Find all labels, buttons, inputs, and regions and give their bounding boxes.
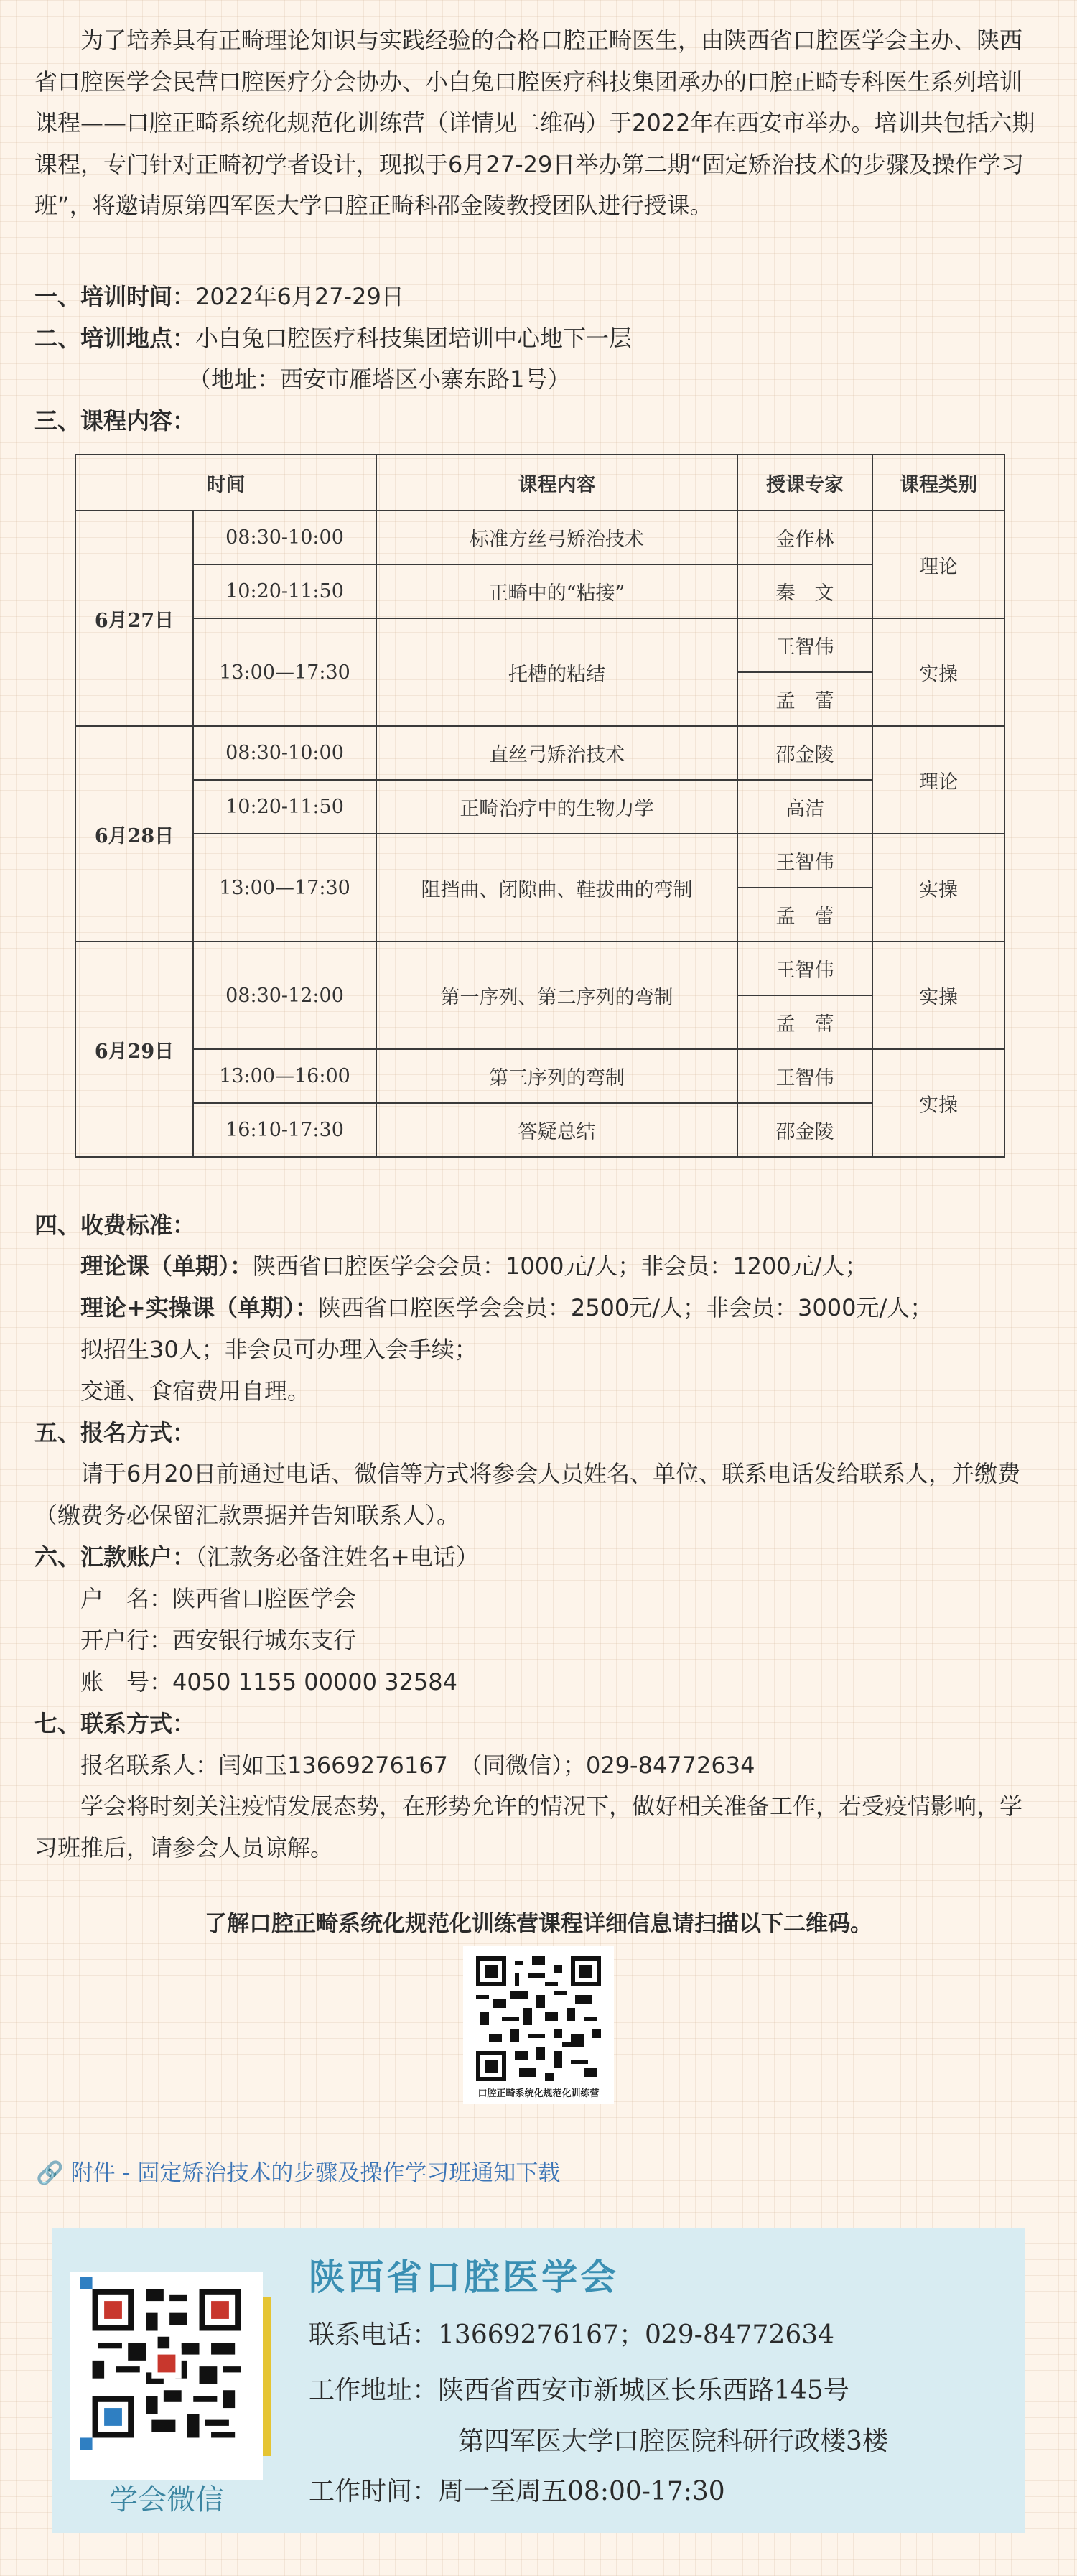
category-cell: 实操 <box>872 1049 1004 1157</box>
contact-person: 报名联系人：闫如玉13669276167 （同微信）；029-84772634 <box>80 1752 755 1779</box>
table-row <box>75 941 1004 995</box>
category-cell: 实操 <box>872 618 1004 726</box>
course-cell: 第一序列、第二序列的弯制 <box>376 941 737 1049</box>
time-cell: 08:30-10:00 <box>193 511 376 564</box>
enrollment-note: 拟招生30人；非会员可办理入会手续； <box>80 1336 477 1363</box>
phone-label: 联系电话： <box>309 2320 439 2350</box>
time-cell: 08:30-12:00 <box>193 941 376 1049</box>
date-cell: 6月27日 <box>75 511 193 726</box>
table-row <box>75 1103 1004 1157</box>
training-camp-qr-code <box>463 1946 614 2104</box>
date-cell: 6月29日 <box>75 941 193 1157</box>
table-row <box>75 564 1004 618</box>
time-cell: 16:10-17:30 <box>193 1103 376 1157</box>
training-address: （地址：西安市雁塔区小寨东路1号） <box>188 366 571 393</box>
account-name: 户 名：陕西省口腔医学会 <box>80 1585 357 1612</box>
intro-paragraph: 为了培养具有正畸理论知识与实践经验的合格口腔正畸医生，由陕西省口腔医学会主办、陕西省口腔医学会民营口腔医疗分会协办、小白兔口腔医疗科技集团承办的口腔正畸专科医生系列培训课程——口腔正畸系统化规范化训练营（详情见二维码）于2022年在西安市举办。培训共包括六期课程，专门针对正畸初学者设计，现拟于6月27-29日举办第二期“固定矫治技术的步骤及操作学习班”，将邀请原第四军医大学口腔正畸科邵金陵教授团队进行授课。 <box>34 27 1035 219</box>
table-row <box>75 1049 1004 1103</box>
hours-label: 工作时间： <box>309 2477 439 2506</box>
qr-code-icon <box>476 1956 601 2081</box>
training-location: 小白兔口腔医疗科技集团培训中心地下一层 <box>195 325 633 352</box>
category-cell: 实操 <box>872 941 1004 1049</box>
account-bank: 开户行：西安银行城东支行 <box>80 1627 357 1654</box>
fee-label: 理论+实操课（单期）： <box>80 1294 318 1321</box>
course-cell: 标准方丝弓矫治技术 <box>376 511 737 564</box>
section-heading: 二、培训地点： <box>34 325 196 352</box>
time-cell: 10:20-11:50 <box>193 564 376 618</box>
account-number: 账 号：4050 1155 00000 32584 <box>80 1668 457 1696</box>
expert-cell: 邵金陵 <box>737 726 872 780</box>
expert-cell: 金作林 <box>737 511 872 564</box>
attachment-link[interactable] <box>36 2154 560 2187</box>
time-cell: 13:00—17:30 <box>193 834 376 941</box>
expert-cell: 孟 蕾 <box>737 888 872 941</box>
expert-cell: 高洁 <box>737 780 872 834</box>
society-footer <box>52 2228 1025 2533</box>
qr-accent-bar <box>263 2297 271 2456</box>
fee-label: 理论课（单期）： <box>80 1252 253 1280</box>
fee-theory <box>80 1250 867 1282</box>
time-cell: 13:00—17:30 <box>193 618 376 726</box>
footer-address <box>309 2370 849 2407</box>
expert-cell: 秦 文 <box>737 564 872 618</box>
course-cell: 阻挡曲、闭隙曲、鞋拔曲的弯制 <box>376 834 737 941</box>
phone-value: 13669276167；029-84772634 <box>438 2320 835 2350</box>
section-fees: 四、收费标准： <box>34 1212 196 1239</box>
time-cell: 13:00—16:00 <box>193 1049 376 1103</box>
attachment-text: 附件 - 固定矫治技术的步骤及操作学习班通知下载 <box>70 2160 561 2186</box>
header-time: 时间 <box>75 455 376 511</box>
expense-note: 交通、食宿费用自理。 <box>80 1377 311 1405</box>
wechat-label: 学会微信 <box>109 2483 224 2516</box>
table-row <box>75 618 1004 672</box>
course-cell: 正畸中的“粘接” <box>376 564 737 618</box>
qr-code-icon <box>80 2277 253 2450</box>
expert-cell: 王智伟 <box>737 834 872 888</box>
section-heading: 六、汇款账户： <box>34 1543 196 1571</box>
section-training-location <box>34 322 632 354</box>
table-row <box>75 780 1004 834</box>
header-course: 课程内容 <box>376 455 737 511</box>
category-cell: 理论 <box>872 726 1004 834</box>
section-course-content: 三、课程内容： <box>34 407 196 434</box>
fee-theory-practice <box>80 1292 933 1324</box>
course-cell: 第三序列的弯制 <box>376 1049 737 1103</box>
course-cell: 答疑总结 <box>376 1103 737 1157</box>
table-header-row <box>75 455 1004 511</box>
course-schedule-table <box>75 454 1005 1158</box>
header-expert: 授课专家 <box>737 455 872 511</box>
time-cell: 10:20-11:50 <box>193 780 376 834</box>
time-cell: 08:30-10:00 <box>193 726 376 780</box>
address-line-2: 第四军医大学口腔医院科研行政楼3楼 <box>458 2427 888 2456</box>
table-row <box>75 511 1004 564</box>
expert-cell: 王智伟 <box>737 1049 872 1103</box>
table-row <box>75 726 1004 780</box>
expert-cell: 孟 蕾 <box>737 672 872 726</box>
remittance-note: （汇款务必备注姓名+电话） <box>195 1543 479 1571</box>
hours-value: 周一至周五08:00-17:30 <box>438 2477 725 2506</box>
expert-cell: 王智伟 <box>737 618 872 672</box>
qr-caption: 了解口腔正畸系统化规范化训练营课程详细信息请扫描以下二维码。 <box>205 1911 872 1937</box>
category-cell: 实操 <box>872 834 1004 941</box>
fee-text: 陕西省口腔医学会会员：2500元/人；非会员：3000元/人； <box>317 1294 933 1321</box>
course-cell: 托槽的粘结 <box>376 618 737 726</box>
table-row <box>75 834 1004 888</box>
fee-text: 陕西省口腔医学会会员：1000元/人；非会员：1200元/人； <box>253 1252 868 1280</box>
wechat-qr-code <box>70 2272 263 2480</box>
registration-text: 请于6月20日前通过电话、微信等方式将参会人员姓名、单位、联系电话发给联系人，并缴费（缴费务必保留汇款票据并告知联系人）。 <box>34 1460 1021 1529</box>
footer-phone <box>309 2315 834 2351</box>
section-heading: 一、培训时间： <box>34 283 196 310</box>
footer-hours <box>309 2471 725 2508</box>
address-line-1: 陕西省西安市新城区长乐西路145号 <box>438 2376 849 2405</box>
address-label: 工作地址： <box>309 2376 439 2405</box>
expert-cell: 邵金陵 <box>737 1103 872 1157</box>
expert-cell: 王智伟 <box>737 941 872 995</box>
section-training-time <box>34 281 404 312</box>
society-title: 陕西省口腔医学会 <box>309 2256 619 2298</box>
category-cell: 理论 <box>872 511 1004 618</box>
training-time: 2022年6月27-29日 <box>195 283 404 310</box>
course-cell: 正畸治疗中的生物力学 <box>376 780 737 834</box>
section-contact: 七、联系方式： <box>34 1710 196 1737</box>
qr-label: 口腔正畸系统化规范化训练营 <box>477 2088 600 2099</box>
section-remittance <box>34 1541 479 1573</box>
header-category: 课程类别 <box>872 455 1004 511</box>
course-cell: 直丝弓矫治技术 <box>376 726 737 780</box>
expert-cell: 孟 蕾 <box>737 995 872 1049</box>
epidemic-note: 学会将时刻关注疫情发展态势，在形势允许的情况下，做好相关准备工作，若受疫情影响，学习班推后，请参会人员谅解。 <box>34 1792 1023 1861</box>
link-icon: 🔗 <box>36 2160 64 2186</box>
date-cell: 6月28日 <box>75 726 193 941</box>
section-registration: 五、报名方式： <box>34 1419 196 1446</box>
